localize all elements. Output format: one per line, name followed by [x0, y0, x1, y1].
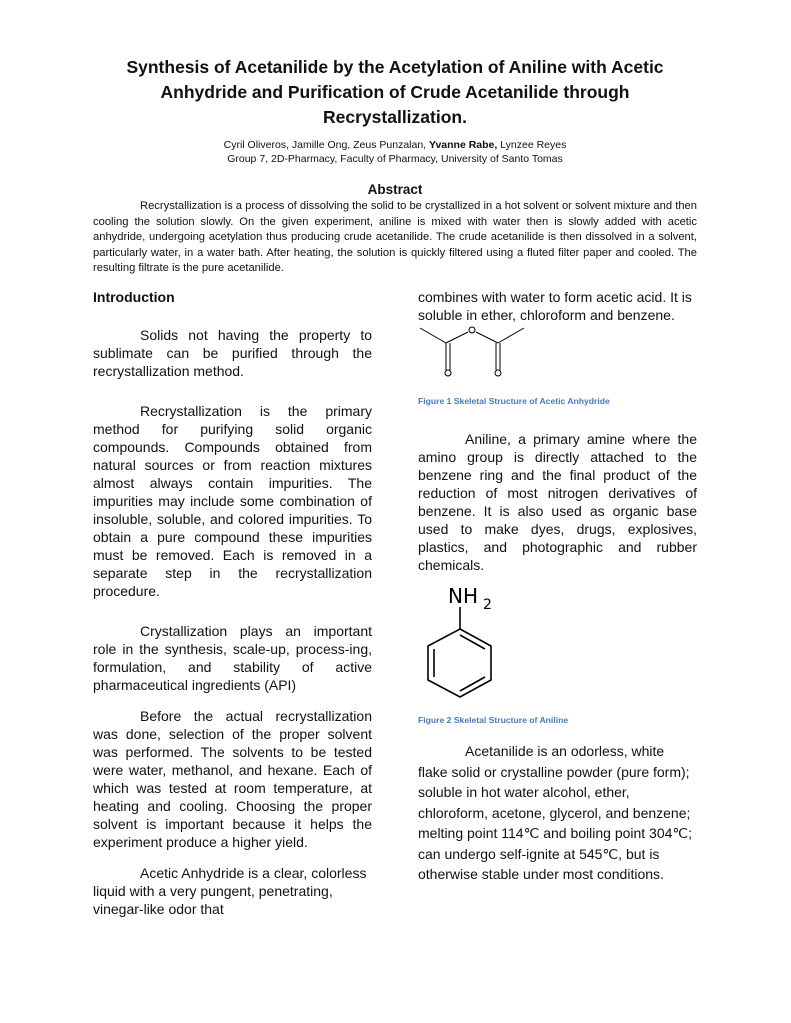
authors-before-bold: Cyril Oliveros, Jamille Ong, Zeus Punzalan, — [223, 139, 430, 151]
figure-1-caption: Figure 1 Skeletal Structure of Acetic Anhydride — [418, 396, 610, 406]
acetic-anhydride-structure — [418, 326, 697, 378]
intro-paragraph-2: Recrystallization is the primary method for purifying solid organic compounds. Compounds obtained from natural sources or from reaction mixtures almost always contain impurities. The impurities may include some combination of insoluble, soluble, and colored impurities. To obtain a pure compound these impurities must be removed. Each is removed in a separate step in the recrystallization procedure. — [93, 403, 372, 599]
acetic-anhydride-continuation: combines with water to form acetic acid. It is soluble in ether, chloroform and benzene. — [418, 289, 692, 323]
right-column — [418, 288, 697, 885]
author-bold: Yvanne Rabe, — [429, 139, 498, 151]
intro-paragraph-1: Solids not having the property to sublimate can be purified through the recrystallization method. — [93, 327, 372, 379]
abstract-text: Recrystallization is a process of dissolving the solid to be crystallized in a hot solvent or solvent mixture and then cooling the solution slowly. On the given experiment, aniline is mixed with water then is slowly added with acetic anhydride, undergoing acetylation thus producing crude acetanilide. The crude acetanilide is then dissolved in a solvent, particularly water, in a water bath. After heating, the solution is quickly filtered using a fluted filter paper and cooled. The resulting filtrate is the pure acetanilide. — [93, 200, 697, 274]
aniline-paragraph: Aniline, a primary amine where the amino group is directly attached to the benzene ring and the final product of the reduction of most nitrogen derivatives of benzene. It is also used as organic base used to make dyes, drugs, explosives, plastics, and photographic and rubber chemicals. — [418, 431, 697, 573]
intro-paragraph-3: Crystallization plays an important role in the synthesis, scale-up, process-ing, formulation, and stability of active pharmaceutical ingredients (API) — [93, 623, 372, 693]
acetanilide-paragraph: Acetanilide is an odorless, white flake solid or crystalline powder (pure form); soluble in hot water alcohol, ether, chloroform, acetone, glycerol, and benzene; melting point 114℃ and boiling point 304℃; can undergo self-ignite at 545℃, but is otherwise stable under most conditions. — [418, 743, 693, 882]
authors-after-bold: Lynzee Reyes — [497, 139, 567, 151]
abstract-heading: Abstract — [367, 182, 423, 197]
title-line: Synthesis of Acetanilide by the Acetylation of Aniline with Acetic — [126, 57, 664, 77]
aniline-structure — [418, 583, 697, 701]
nh2-subscript: 2 — [483, 597, 492, 613]
figure-2-caption: Figure 2 Skeletal Structure of Aniline — [418, 715, 569, 725]
intro-paragraph-5: Acetic Anhydride is a clear, colorless liquid with a very pungent, penetrating, vinegar-like odor that — [93, 865, 367, 917]
author-list — [95, 138, 695, 152]
title-line: Anhydride and Purification of Crude Acetanilide through — [160, 82, 630, 102]
author-block — [95, 138, 695, 166]
paper-title — [95, 55, 695, 130]
intro-paragraph-4: Before the actual recrystallization was done, selection of the proper solvent was performed. The solvents to be tested were water, methanol, and hexane. Each of which was tested at room temperature, at heating and cooling. Choosing the proper solvent is important because it helps the experiment produce a higher yield. — [93, 708, 372, 850]
left-column — [93, 288, 372, 918]
title-line: Recrystallization. — [323, 107, 467, 127]
introduction-heading: Introduction — [93, 289, 175, 305]
affiliation: Group 7, 2D-Pharmacy, Faculty of Pharmacy, University of Santo Tomas — [227, 153, 563, 165]
nh2-label: NH — [448, 584, 478, 608]
